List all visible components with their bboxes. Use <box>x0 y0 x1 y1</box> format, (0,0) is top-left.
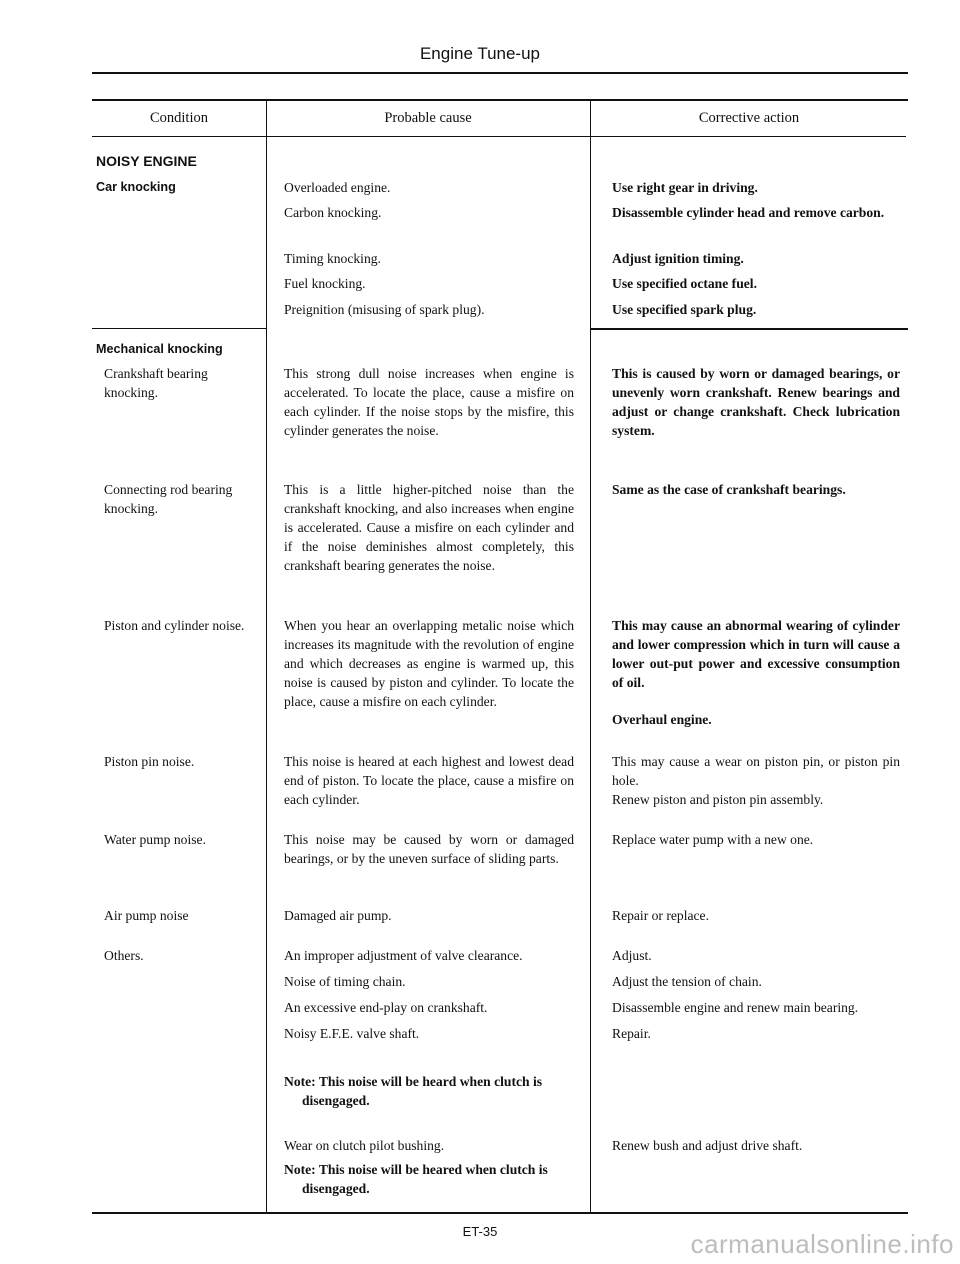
cause-item: Carbon knocking. <box>284 205 382 220</box>
cause-item: Fuel knocking. <box>284 276 366 291</box>
row-divider <box>590 328 908 330</box>
column-header-action: Corrective action <box>698 110 800 126</box>
action-piston-cylinder: This may cause an abnormal wearing of cylinder and lower compression which in turn will cause a lower out-put power and excessive consumption of oil. <box>612 618 900 690</box>
column-header-cause: Probable cause <box>384 110 472 126</box>
cause-crankshaft-bearing: This strong dull noise increases when engine is accelerated. To locate the place, cause a misfire on each cylinder. If the noise stops by the misfire, this cylinder generates the noise. <box>284 366 574 438</box>
cause-water-pump: This noise may be caused by worn or damaged bearings, or by the uneven surface of sliding parts. <box>284 832 574 866</box>
action-water-pump: Replace water pump with a new one. <box>612 832 814 847</box>
table-top-rule <box>92 99 908 101</box>
cause-piston-pin: This noise is heared at each highest and lowest dead end of piston. To locate the place, cause a misfire on each cylinder. <box>284 754 574 807</box>
cause-air-pump: Damaged air pump. <box>284 908 392 923</box>
row-divider <box>92 328 266 329</box>
cause-item: Noisy E.F.E. valve shaft. <box>284 1026 420 1041</box>
condition-car-knocking: Car knocking <box>96 180 176 194</box>
page-number: ET-35 <box>462 1224 498 1239</box>
cause-item: Noise of timing chain. <box>284 974 406 989</box>
table-bottom-rule <box>92 1212 908 1214</box>
cause-item: An excessive end-play on crankshaft. <box>284 1000 488 1015</box>
note-clutch-heared: Note: This noise will be heared when clutch is disengaged. <box>284 1162 548 1196</box>
cause-clutch-bushing: Wear on clutch pilot bushing. <box>284 1138 445 1153</box>
condition-air-pump: Air pump noise <box>104 908 189 923</box>
action-item: Disassemble engine and renew main bearing. <box>612 1000 859 1015</box>
action-overhaul-engine: Overhaul engine. <box>612 712 712 727</box>
page-title: Engine Tune-up <box>419 44 541 63</box>
watermark: carmanualsonline.info <box>690 1229 954 1259</box>
action-renew-piston: Renew piston and piston pin assembly. <box>612 792 824 807</box>
condition-crankshaft-bearing: Crankshaft bearing knocking. <box>104 366 208 400</box>
cause-connecting-rod: This is a little higher-pitched noise than the crankshaft knocking, and also increases when engine is accelerated. Cause a misfire on each cylinder and if the noise deminishes almost completely, this crankshaft bearing generates the noise. <box>284 482 574 573</box>
cause-item: Timing knocking. <box>284 251 381 266</box>
column-divider-2 <box>590 101 591 1214</box>
column-header-condition: Condition <box>149 110 208 126</box>
column-header-underline-1 <box>92 136 266 137</box>
action-air-pump: Repair or replace. <box>612 908 709 923</box>
action-item: Use right gear in driving. <box>612 180 758 195</box>
condition-connecting-rod: Connecting rod bearing knocking. <box>104 482 233 516</box>
cause-piston-cylinder: When you hear an overlapping metalic noise which increases its magnitude with the revolution of engine and which decreases as engine is warmed up, this noise is caused by piston and cylinder. To locate the place, cause a misfire on each cylinder. <box>284 618 574 709</box>
condition-water-pump: Water pump noise. <box>104 832 206 847</box>
column-header-underline-2 <box>266 136 590 137</box>
action-item: Use specified spark plug. <box>612 302 757 317</box>
action-crankshaft-bearing: This is caused by worn or damaged bearings, or unevenly worn crankshaft. Renew bearings and adjust or change crankshaft. Check lubrication system. <box>612 366 900 438</box>
section-title: NOISY ENGINE <box>96 153 197 169</box>
condition-piston-pin: Piston pin noise. <box>104 754 195 769</box>
section-mechanical-knocking: Mechanical knocking <box>96 342 223 356</box>
action-item: Adjust ignition timing. <box>612 251 744 266</box>
condition-piston-cylinder: Piston and cylinder noise. <box>104 618 245 633</box>
note-clutch: Note: This noise will be heard when clutch is disengaged. <box>284 1074 543 1108</box>
action-clutch-bushing: Renew bush and adjust drive shaft. <box>612 1138 803 1153</box>
action-connecting-rod: Same as the case of crankshaft bearings. <box>612 482 846 497</box>
action-item: Adjust the tension of chain. <box>612 974 762 989</box>
cause-item: Overloaded engine. <box>284 180 391 195</box>
action-item: Repair. <box>612 1026 651 1041</box>
column-header-underline-3 <box>590 136 906 137</box>
action-item: Adjust. <box>612 948 652 963</box>
header-rule <box>92 72 908 74</box>
action-item: Disassemble cylinder head and remove carbon. <box>612 205 885 220</box>
action-item: Use specified octane fuel. <box>612 276 757 291</box>
action-piston-pin: This may cause a wear on piston pin, or piston pin hole. <box>612 754 900 788</box>
condition-others: Others. <box>104 948 144 963</box>
column-divider-1 <box>266 101 267 1214</box>
cause-item: Preignition (misusing of spark plug). <box>284 302 485 317</box>
cause-item: An improper adjustment of valve clearance. <box>284 948 523 963</box>
